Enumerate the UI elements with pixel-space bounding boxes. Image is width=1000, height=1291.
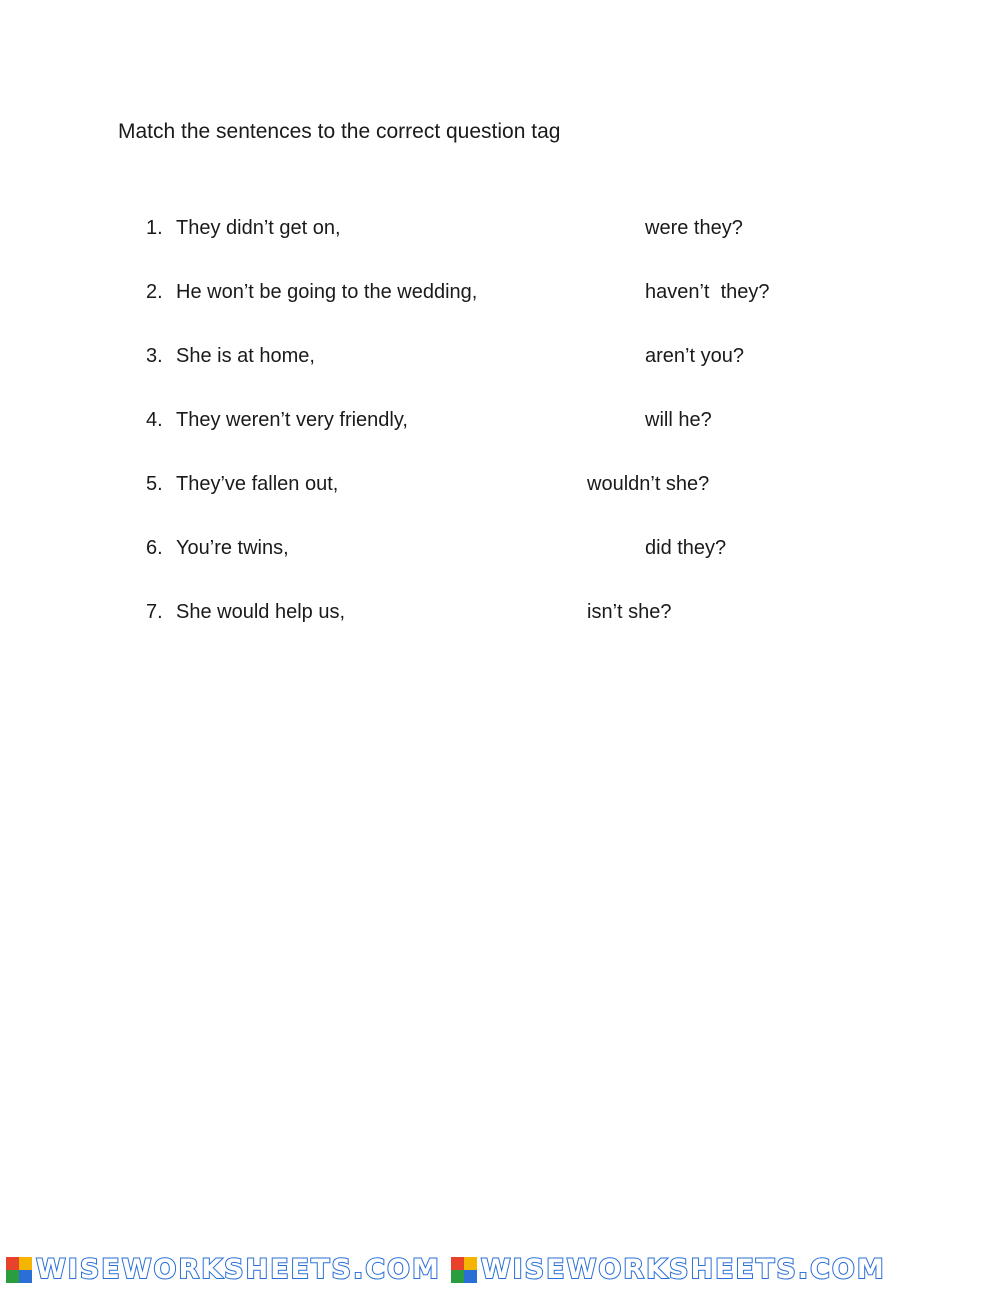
sentence-text: You’re twins, [176, 537, 289, 559]
wiseworksheets-logo [6, 1252, 441, 1288]
logo-squares-icon [451, 1257, 477, 1283]
instruction-text: Match the sentences to the correct question tag [118, 120, 561, 143]
question-tag: haven’t they? [645, 281, 770, 303]
logo-text: WISEWORKSHEETS.COM [480, 1254, 886, 1285]
item-number: 1. [146, 217, 163, 239]
sentence-text: They’ve fallen out, [176, 473, 339, 495]
sentence-text: She is at home, [176, 345, 315, 367]
question-tag: aren’t you? [645, 345, 744, 367]
item-number: 2. [146, 281, 163, 303]
question-tag: isn’t she? [587, 601, 672, 623]
sentence-text: He won’t be going to the wedding, [176, 281, 478, 303]
logo-text: WISEWORKSHEETS.COM [36, 1254, 441, 1285]
item-number: 5. [146, 473, 163, 495]
question-tag: wouldn’t she? [587, 473, 710, 495]
item-number: 6. [146, 537, 163, 559]
logo-squares-icon [6, 1257, 32, 1283]
footer-watermark [0, 1252, 1000, 1288]
sentence-text: They didn’t get on, [176, 217, 341, 239]
sentence-text: She would help us, [176, 601, 346, 623]
question-tag: did they? [645, 537, 727, 559]
question-tag: will he? [645, 409, 712, 431]
question-tag: were they? [645, 217, 743, 239]
item-number: 4. [146, 409, 163, 431]
item-number: 3. [146, 345, 163, 367]
wiseworksheets-logo [451, 1252, 886, 1288]
sentence-text: They weren’t very friendly, [176, 409, 408, 431]
item-number: 7. [146, 601, 163, 623]
